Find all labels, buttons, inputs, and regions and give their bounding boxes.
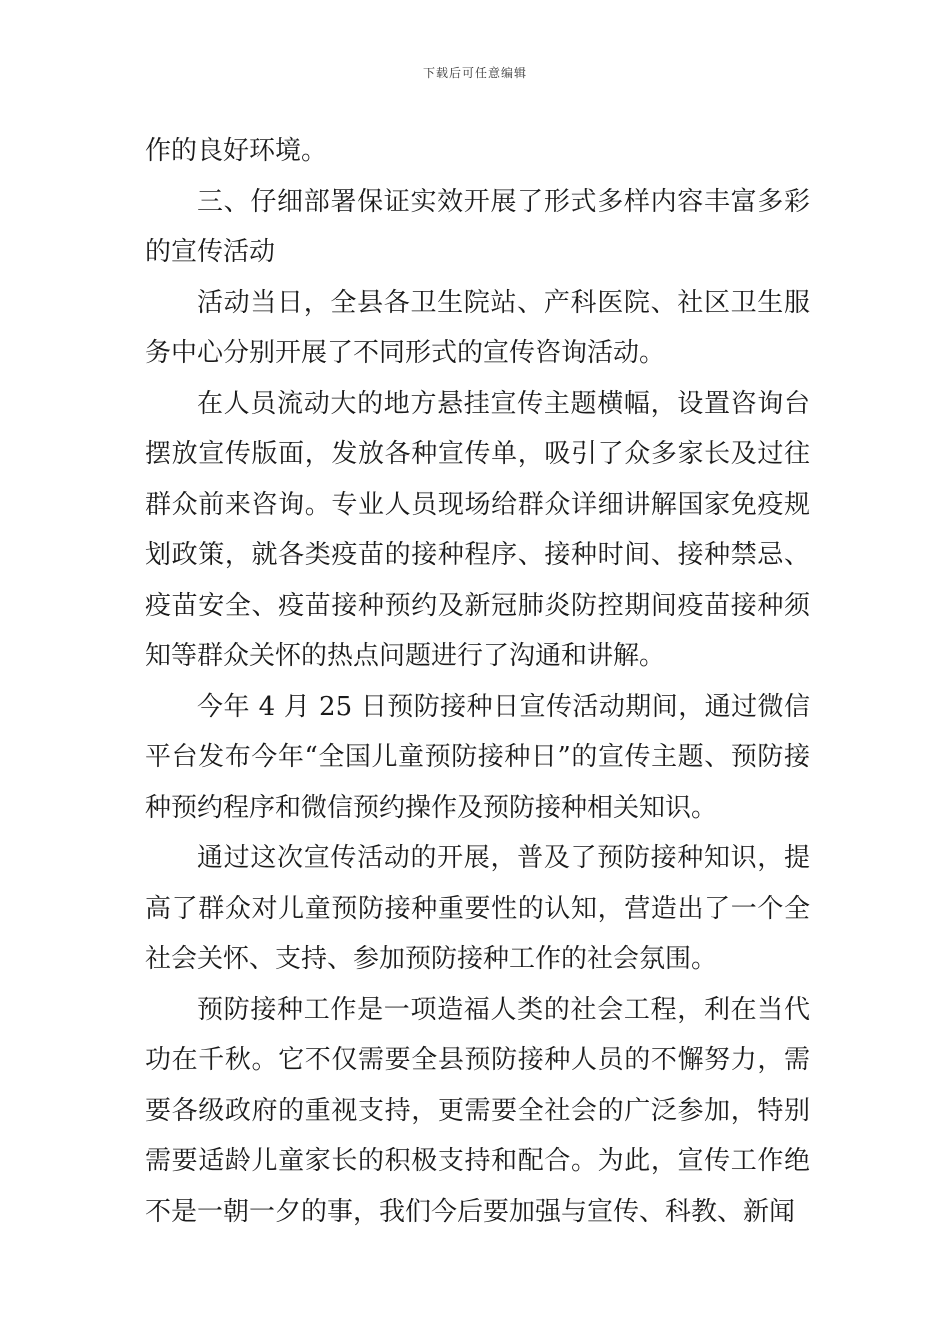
paragraph-wechat-promotion: 今年 4 月 25 日预防接种日宣传活动期间，通过微信平台发布今年“全国儿童预防接种日”的宣传主题、预防接种预约程序和微信预约操作及预防接种相关知识。 bbox=[145, 691, 810, 823]
paragraph-activity-day: 活动当日，全县各卫生院站、产科医院、社区卫生服务中心分别开展了不同形式的宣传咨询活动。 bbox=[145, 287, 810, 368]
page-header-note: 下载后可任意编辑 bbox=[422, 66, 527, 80]
paragraph-continuation: 作的良好环境。 bbox=[145, 136, 328, 166]
paragraph-consultation: 在人员流动大的地方悬挂宣传主题横幅，设置咨询台摆放宣传版面，发放各种宣传单，吸引了众多家长及过往群众前来咨询。专业人员现场给群众详细讲解国家免疫规划政策，就各类疫苗的接种程序、接种时间、接种禁忌、疫苗安全、疫苗接种预约及新冠肺炎防控期间疫苗接种须知等群众关怀的热点问题进行了沟通和讲解。 bbox=[145, 388, 810, 671]
paragraph-outcome: 通过这次宣传活动的开展，普及了预防接种知识，提高了群众对儿童预防接种重要性的认知，营造出了一个全社会关怀、支持、参加预防接种工作的社会氛围。 bbox=[145, 843, 810, 974]
paragraph-future-work: 预防接种工作是一项造福人类的社会工程，利在当代功在千秋。它不仅需要全县预防接种人员的不懈努力，需要各级政府的重视支持，更需要全社会的广泛参加，特别需要适龄儿童家长的积极支持和配合。为此，宣传工作绝不是一朝一夕的事，我们今后要加强与宣传、科教、新闻 bbox=[145, 994, 810, 1227]
section-heading-3: 三、仔细部署保证实效开展了形式多样内容丰富多彩的宣传活动 bbox=[145, 186, 810, 267]
document-body bbox=[145, 126, 810, 1237]
